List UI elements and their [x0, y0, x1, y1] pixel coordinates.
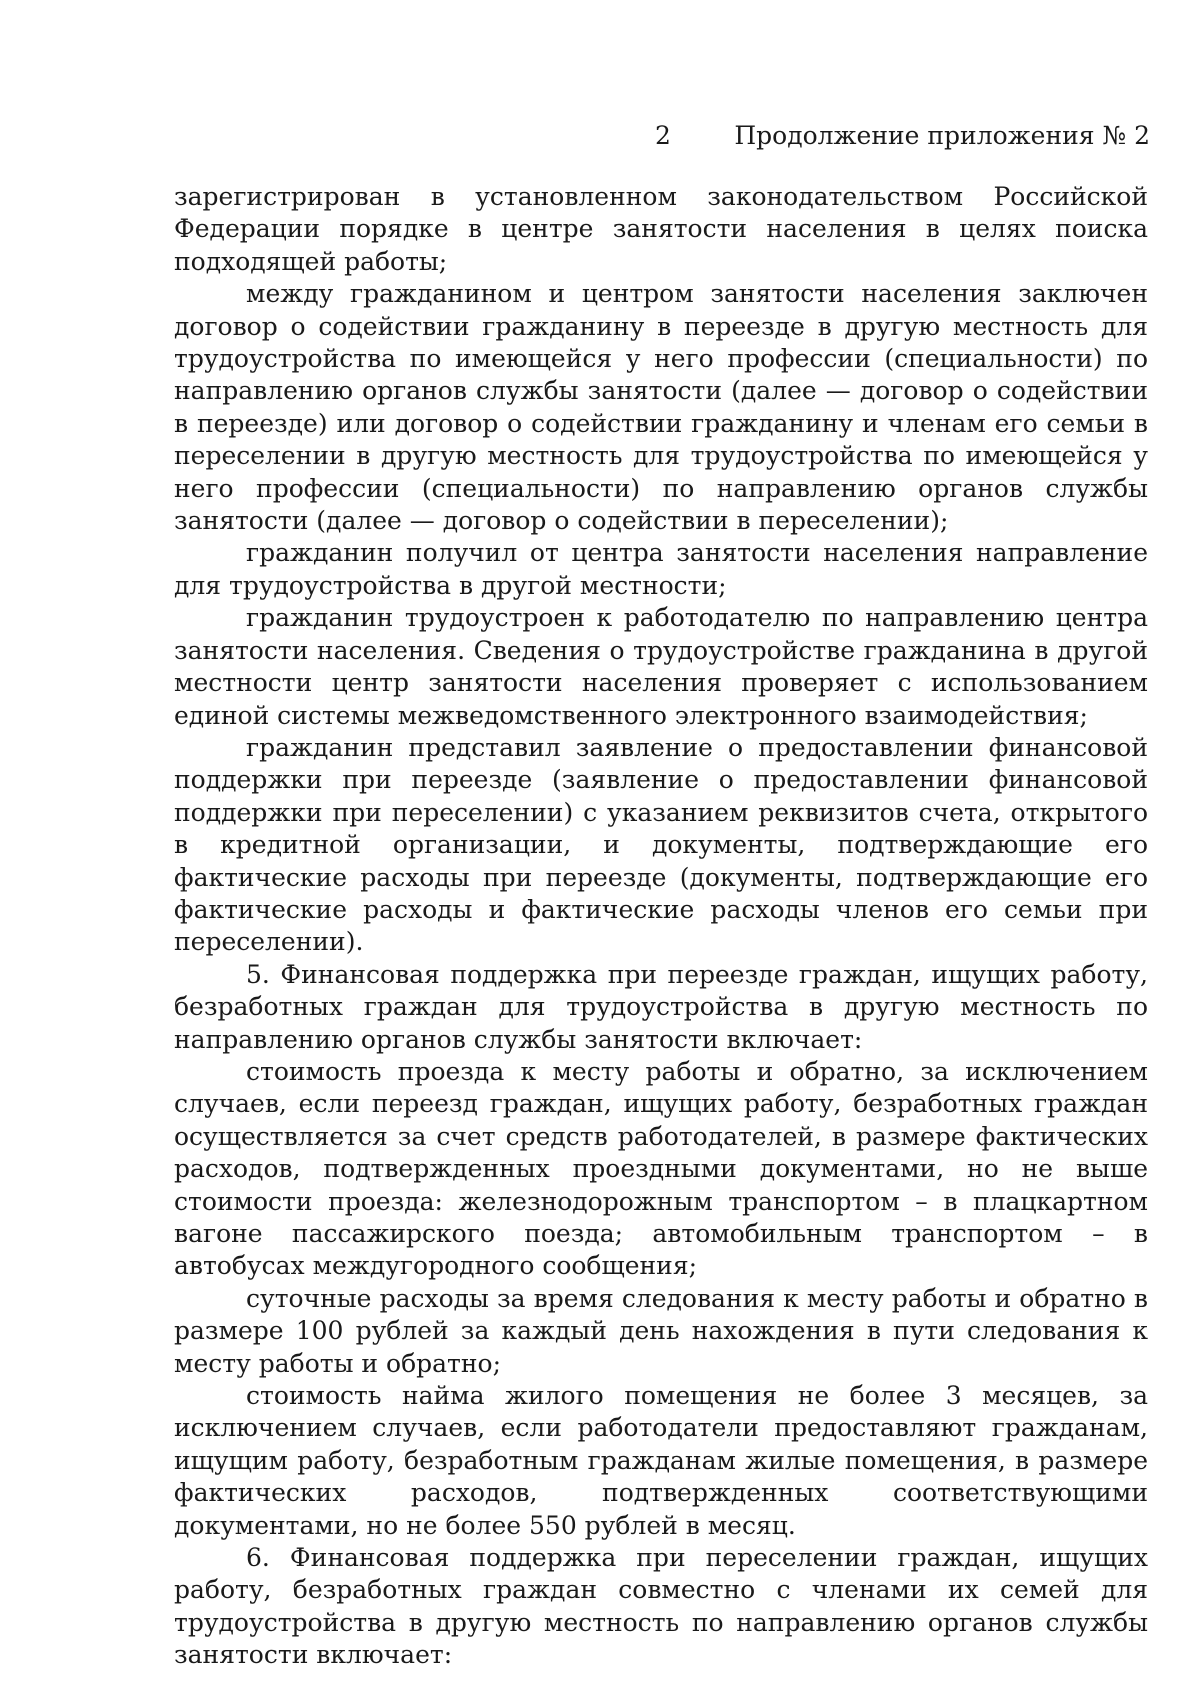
section-5-paragraph: 5. Финансовая поддержка при переезде граждан, ищущих работу, безработных граждан для трудоустройства в другую местность по направлению органов службы занятости включает:	[174, 959, 1148, 1054]
page-header	[0, 116, 1200, 156]
paragraph: между гражданином и центром занятости населения заключен договор о содействии гражданину в переезде в другую местность для трудоустройства по имеющейся у него профессии (специальности) по направлению органов службы занятости (далее — договор о содействии в переезде) или договор о содействии гражданину и членам его семьи в переселении в другую местность для трудоустройства по имеющейся у него профессии (специальности) по направлению органов службы занятости (далее — договор о содействии в переселении);	[174, 279, 1148, 536]
paragraph: гражданин трудоустроен к работодателю по направлению центра занятости населения. Сведения о трудоустройстве гражданина в другой местности центр занятости населения проверяет с использованием единой системы межведомственного электронного взаимодействия;	[174, 603, 1148, 730]
paragraph: гражданин представил заявление о предоставлении финансовой поддержки при переезде (заявление о предоставлении финансовой поддержки при переселении) с указанием реквизитов счета, открытого в кредитной организации, и документы, подтверждающие его фактические расходы при переезде (документы, подтверждающие его фактические расходы и фактические расходы членов его семьи при переселении).	[174, 732, 1148, 957]
appendix-continuation-label: Продолжение приложения № 2	[734, 121, 1150, 150]
document-body	[174, 181, 1148, 1672]
paragraph: зарегистрирован в установленном законодательством Российской Федерации порядке в центре занятости населения в целях поиска подходящей работы;	[174, 182, 1148, 276]
section-6-paragraph: 6. Финансовая поддержка при переселении граждан, ищущих работу, безработных граждан совместно с членами их семей для трудоустройства в другую местность по направлению органов службы занятости включает:	[174, 1543, 1148, 1670]
paragraph: стоимость проезда к месту работы и обратно, за исключением случаев, если переезд граждан, ищущих работу, безработных граждан осуществляется за счет средств работодателей, в размере фактических расходов, подтвержденных проездными документами, но не выше стоимости проезда: железнодорожным транспортом – в плацкартном вагоне пассажирского поезда; автомобильным транспортом – в автобусах междугородного сообщения;	[174, 1056, 1148, 1281]
paragraph: гражданин получил от центра занятости населения направление для трудоустройства в другой местности;	[174, 538, 1148, 600]
paragraph: суточные расходы за время следования к месту работы и обратно в размере 100 рублей за каждый день нахождения в пути следования к месту работы и обратно;	[174, 1283, 1148, 1378]
paragraph: стоимость найма жилого помещения не более 3 месяцев, за исключением случаев, если работодатели предоставляют гражданам, ищущим работу, безработным гражданам жилые помещения, в размере фактических расходов, подтвержденных соответствующими документами, но не более 550 рублей в месяц.	[174, 1381, 1148, 1540]
page-number: 2	[655, 121, 671, 150]
